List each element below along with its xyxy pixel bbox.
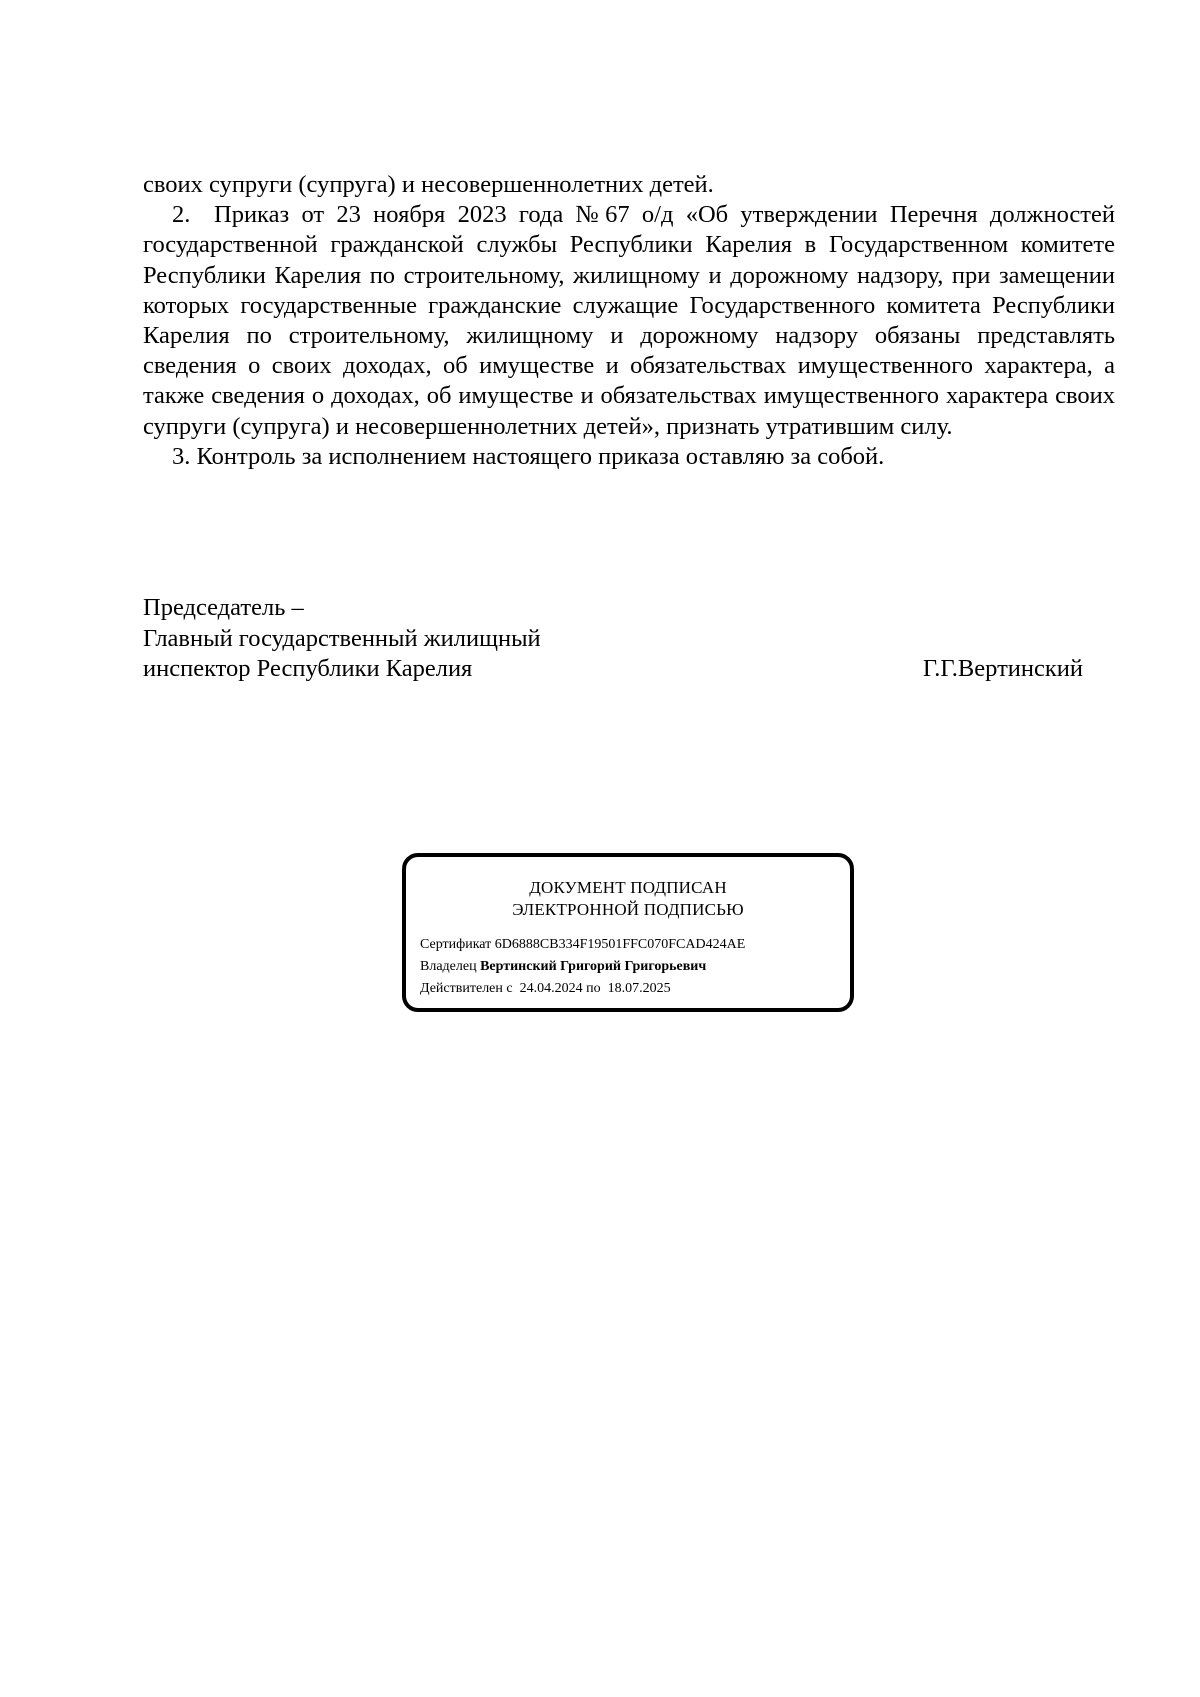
stamp-details (420, 934, 745, 1000)
valid-to-date: 18.07.2025 (607, 981, 671, 996)
signer-position-line-1: Председатель – (143, 594, 304, 621)
owner-value: Вертинский Григорий Григорьевич (480, 959, 707, 974)
owner-label: Владелец (420, 959, 477, 974)
stamp-validity-row (420, 978, 745, 1000)
paragraph-continuation: своих супруги (супруга) и несовершеннолетних детей. (143, 171, 714, 198)
item-2-number: 2. (172, 201, 191, 229)
order-body-text (143, 170, 1115, 472)
valid-from-label: Действителен с (420, 981, 513, 996)
electronic-signature-stamp (402, 853, 854, 1012)
stamp-owner-row (420, 956, 745, 978)
valid-from-date: 24.04.2024 (519, 981, 583, 996)
certificate-label: Сертификат (420, 937, 492, 952)
signer-position-line-3: инспектор Республики Карелия (143, 655, 473, 682)
stamp-title-line-2: ЭЛЕКТРОННОЙ ПОДПИСЬЮ (512, 900, 744, 919)
signer-position-line-2: Главный государственный жилищный (143, 624, 541, 652)
item-2-text: Приказ от 23 ноября 2023 года №67 о/д «Об утверждении Перечня должностей государственной гражданской службы Республики Карелия в Государственном комитете Республики Карелия по строительному, жилищному и дорожному надзору, при замещении которых государственные гражданские служащие Государственного комитета Республики Карелия по строительному, жилищному и дорожному надзору обязаны представлять сведения о своих доходах, об имуществе и обязательствах имущественного характера, а также сведения о доходах, об имуществе и обязательствах имущественного характера своих супруги (супруга) и несовершеннолетних детей», признать утратившим силу. (143, 201, 1115, 440)
stamp-title-line-1: ДОКУМЕНТ ПОДПИСАН (529, 878, 727, 897)
stamp-title (406, 877, 850, 921)
signer-name: Г.Г.Вертинский (922, 655, 1083, 682)
valid-to-label: по (586, 981, 601, 996)
paragraph-item-2 (143, 200, 1115, 442)
signature-block (143, 593, 1083, 685)
paragraph-item-3: 3. Контроль за исполнением настоящего приказа оставляю за собой. (172, 442, 885, 470)
certificate-value: 6D6888CB334F19501FFC070FCAD424AE (494, 937, 746, 952)
stamp-certificate-row (420, 934, 745, 956)
